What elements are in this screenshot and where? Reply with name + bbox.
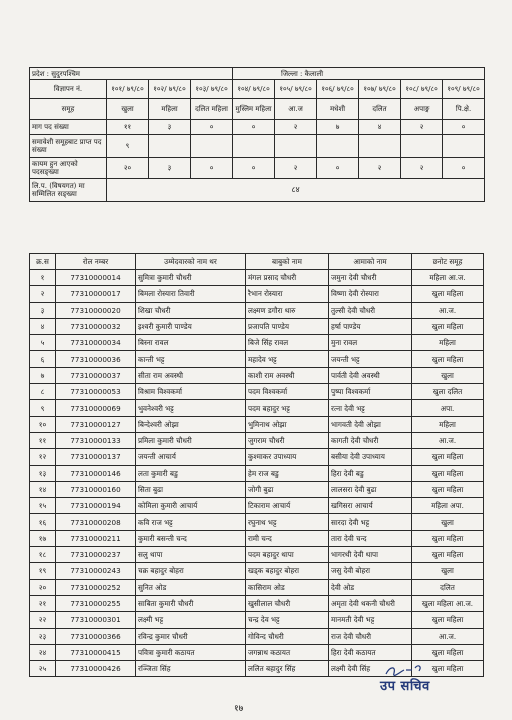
table-cell: 77310000243 [56, 563, 136, 579]
table-cell: 77310000137 [56, 449, 136, 465]
table-cell: खगिसरा आचार्य [329, 498, 412, 514]
table-cell: खुला महिला आ.ज. [412, 595, 484, 611]
table-cell: कुमारी बसन्ती चन्द [136, 530, 246, 546]
table-cell: रत्ना देवी भट्ट [329, 400, 412, 416]
table-cell: ९ [30, 400, 56, 416]
table-cell: मंगल प्रसाद चौधरी [246, 270, 329, 286]
table-cell: जयन्ती भट्ट [329, 351, 412, 367]
table-cell: जसु देवी बोहरा [329, 563, 412, 579]
group-cell: मुस्लिम महिला [233, 99, 275, 120]
table-cell: पदम बहादुर थापा [246, 547, 329, 563]
table-cell: साबिता कुमारी चौधरी [136, 595, 246, 611]
table-cell: खुसीलाल चौधरी [246, 595, 329, 611]
table-cell: खुला महिला [412, 286, 484, 302]
table-cell: तुल्सी देवी चौधरी [329, 302, 412, 318]
summary-value-cell: ७ [317, 120, 359, 135]
table-cell: खुला महिला [412, 612, 484, 628]
table-cell: सारदा देवी भट्ट [329, 514, 412, 530]
table-cell: १७ [30, 530, 56, 546]
table-cell: १८ [30, 547, 56, 563]
table-cell: २२ [30, 612, 56, 628]
table-row [30, 367, 484, 383]
table-cell: मुना रावल [329, 335, 412, 351]
table-row [30, 351, 484, 367]
ad-number-cell: १०८/ ७९/८० [401, 80, 443, 99]
group-label: समूह [30, 99, 107, 120]
table-cell: बिस्ना रावल [136, 335, 246, 351]
table-cell: ७ [30, 367, 56, 383]
table-row [30, 481, 484, 497]
table-cell: आ.ज. [412, 302, 484, 318]
table-cell: खुला [412, 563, 484, 579]
summary-value-cell [233, 135, 275, 158]
table-cell: हिरा देवी बडु [329, 465, 412, 481]
table-row [30, 384, 484, 400]
table-row [30, 644, 484, 660]
table-cell: विष्णा देवी रोस्यारा [329, 286, 412, 302]
table-cell: १५ [30, 498, 56, 514]
table-cell: देवी ओड [329, 579, 412, 595]
summary-row-label: कायम हुन आएको पदसङ्ख्या [30, 158, 107, 179]
table-cell: कान्ती भट्ट [136, 351, 246, 367]
table-cell: ३ [30, 302, 56, 318]
table-cell: चन्द्र देव भट्ट [246, 612, 329, 628]
summary-value-cell: ९ [107, 135, 149, 158]
table-cell: राज देवी चौधरी [329, 628, 412, 644]
table-cell: खुला महिला [412, 547, 484, 563]
table-row [30, 579, 484, 595]
summary-value-cell: ३ [149, 158, 191, 179]
summary-row [30, 120, 485, 135]
table-cell: खुला महिला [412, 351, 484, 367]
column-header: उम्मेदवारको नाम थर [136, 254, 246, 270]
table-row [30, 432, 484, 448]
total-value: ८४ [107, 179, 485, 202]
table-cell: 77310000426 [56, 661, 136, 677]
table-header-row [30, 254, 484, 270]
table-cell: गोविन्द चौधरी [246, 628, 329, 644]
table-cell: २३ [30, 628, 56, 644]
ad-number-label: विज्ञापन नं. [30, 80, 107, 99]
table-cell: खड्क बहादुर बोहरा [246, 563, 329, 579]
table-cell: जोगी बुढा [246, 481, 329, 497]
signature-title: उप सचिव [380, 679, 430, 694]
vacancy-summary-table [29, 67, 485, 202]
table-cell: इश्वरी कुमारी पाण्डेय [136, 318, 246, 334]
summary-value-cell [359, 135, 401, 158]
table-cell: 77310000415 [56, 644, 136, 660]
column-header: छनोट समूह [412, 254, 484, 270]
table-cell: दलित [412, 579, 484, 595]
table-cell: अपा. [412, 400, 484, 416]
table-cell: 77310000160 [56, 481, 136, 497]
table-cell: महिला [412, 416, 484, 432]
table-cell: सुमित्रा कुमारी चौधरी [136, 270, 246, 286]
table-cell: भागवती देवी ओझा [329, 416, 412, 432]
ad-number-cell: १०१/ ७९/८० [107, 80, 149, 99]
table-row [30, 270, 484, 286]
summary-value-cell: २० [107, 158, 149, 179]
province-cell: प्रदेश : सुदुरपश्चिम [30, 68, 233, 80]
table-cell: 77310000133 [56, 432, 136, 448]
table-cell: 77310000069 [56, 400, 136, 416]
table-cell: पदम विश्वकर्मा [246, 384, 329, 400]
table-cell: जगन्नाथ कठायत [246, 644, 329, 660]
candidate-list-table [29, 253, 484, 677]
table-cell: 77310000036 [56, 351, 136, 367]
group-cell: दलित महिला [191, 99, 233, 120]
total-label: लि.प. (विषयगत) मा सम्मिलित सङ्ख्या [30, 179, 107, 202]
column-header: क्र.स [30, 254, 56, 270]
summary-value-cell: ० [443, 158, 485, 179]
table-cell: भुमिनाथ ओझा [246, 416, 329, 432]
table-cell: २५ [30, 661, 56, 677]
column-header: बाबुको नाम [246, 254, 329, 270]
table-row [30, 530, 484, 546]
table-cell: रामी चन्द [246, 530, 329, 546]
table-cell: लक्ष्मण डगौरा थारु [246, 302, 329, 318]
table-cell: लता कुमारी बडु [136, 465, 246, 481]
table-cell: 77310000014 [56, 270, 136, 286]
summary-value-cell: ० [317, 158, 359, 179]
ad-number-cell: १०७/ ७९/८० [359, 80, 401, 99]
table-cell: 77310000032 [56, 318, 136, 334]
table-cell: लक्ष्मी भट्ट [136, 612, 246, 628]
summary-value-cell: ० [191, 158, 233, 179]
table-cell: अमृता देवी थकनी चौधरी [329, 595, 412, 611]
summary-value-cell: ४ [359, 120, 401, 135]
table-cell: रघुनाथ भट्ट [246, 514, 329, 530]
table-cell: खुला महिला [412, 661, 484, 677]
table-cell: खुला दलित [412, 384, 484, 400]
table-cell: १ [30, 270, 56, 286]
summary-row [30, 135, 485, 158]
table-cell: खुला महिला [412, 530, 484, 546]
table-cell: आ.ज. [412, 628, 484, 644]
table-cell: बिजे सिंह रावल [246, 335, 329, 351]
table-cell: महादेव भट्ट [246, 351, 329, 367]
table-cell: रविन्द्र कुमार चौधरी [136, 628, 246, 644]
summary-value-cell [149, 135, 191, 158]
group-cell: दलित [359, 99, 401, 120]
group-cell: महिला [149, 99, 191, 120]
table-cell: 77310000146 [56, 465, 136, 481]
group-cell: पि.क्षे. [443, 99, 485, 120]
table-cell: रञ्जिता सिंह [136, 661, 246, 677]
table-cell: महिला अपा. [412, 498, 484, 514]
ad-number-cell: १०६/ ७९/८० [317, 80, 359, 99]
table-cell: 77310000127 [56, 416, 136, 432]
table-cell: खुला [412, 514, 484, 530]
summary-value-cell: २ [275, 120, 317, 135]
table-row [30, 547, 484, 563]
table-row [30, 318, 484, 334]
table-cell: बिन्देश्वरी ओझा [136, 416, 246, 432]
table-cell: २१ [30, 595, 56, 611]
table-cell: काशी राम अवस्थी [246, 367, 329, 383]
table-cell: बसीया देवी उपाध्याय [329, 449, 412, 465]
table-cell: सिता बुढा [136, 481, 246, 497]
summary-row-label: माग पद संख्या [30, 120, 107, 135]
table-row [30, 302, 484, 318]
ad-number-cell: १०३/ ७९/८० [191, 80, 233, 99]
table-cell: लक्ष्मी देवी सिंह [329, 661, 412, 677]
table-cell: १३ [30, 465, 56, 481]
table-cell: २ [30, 286, 56, 302]
table-cell: खुला महिला [412, 318, 484, 334]
table-cell: टिकाराम आचार्य [246, 498, 329, 514]
table-cell: खुला महिला [412, 465, 484, 481]
table-cell: आ.ज. [412, 432, 484, 448]
table-cell: कोमिला कुमारी आचार्य [136, 498, 246, 514]
table-cell: हिरा देवी कठायत [329, 644, 412, 660]
table-row [30, 335, 484, 351]
table-cell: मानमती देवी भट्ट [329, 612, 412, 628]
table-cell: 77310000037 [56, 367, 136, 383]
table-cell: खुला महिला [412, 644, 484, 660]
table-cell: 77310000255 [56, 595, 136, 611]
summary-value-cell: २ [401, 158, 443, 179]
table-cell: 77310000252 [56, 579, 136, 595]
table-cell: १६ [30, 514, 56, 530]
table-row [30, 595, 484, 611]
table-cell: खुला [412, 367, 484, 383]
table-row [30, 400, 484, 416]
table-cell: सलु थापा [136, 547, 246, 563]
table-cell: ६ [30, 351, 56, 367]
table-cell: 77310000194 [56, 498, 136, 514]
table-cell: 77310000017 [56, 286, 136, 302]
summary-value-cell [443, 135, 485, 158]
table-cell: पार्वती देवी अवस्थी [329, 367, 412, 383]
table-cell: ८ [30, 384, 56, 400]
table-cell: १४ [30, 481, 56, 497]
table-cell: महिला आ.ज. [412, 270, 484, 286]
summary-value-cell: २ [401, 120, 443, 135]
table-cell: 77310000211 [56, 530, 136, 546]
summary-row-label: समावेशी समूहबाट प्राप्त पद संख्या [30, 135, 107, 158]
summary-value-cell: ० [233, 120, 275, 135]
table-cell: रैभान रोस्यारा [246, 286, 329, 302]
table-cell: १० [30, 416, 56, 432]
table-cell: हर्षा पाण्डेय [329, 318, 412, 334]
table-cell: कासिराम ओड [246, 579, 329, 595]
table-cell: ललित बहादुर सिंह [246, 661, 329, 677]
ad-number-cell: १०४/ ७९/८० [233, 80, 275, 99]
table-cell: कवि राज भट्ट [136, 514, 246, 530]
summary-value-cell: २ [275, 158, 317, 179]
table-cell: ११ [30, 432, 56, 448]
table-cell: प्रजापति पाण्डेय [246, 318, 329, 334]
summary-value-cell: ३ [149, 120, 191, 135]
table-cell: महिला [412, 335, 484, 351]
table-cell: 77310000366 [56, 628, 136, 644]
summary-value-cell: ० [443, 120, 485, 135]
table-cell: सीता राम अवस्थी [136, 367, 246, 383]
group-cell: खुला [107, 99, 149, 120]
summary-value-cell [317, 135, 359, 158]
table-row [30, 628, 484, 644]
group-cell: आ.ज [275, 99, 317, 120]
table-cell: ४ [30, 318, 56, 334]
summary-row [30, 158, 485, 179]
district-cell: जिल्ला : कैलाली [233, 68, 485, 80]
table-cell: प्रमिला कुमारी चौधरी [136, 432, 246, 448]
table-cell: 77310000034 [56, 335, 136, 351]
table-cell: बिमला रोस्यारा तिवारी [136, 286, 246, 302]
table-cell: तारा देवी चन्द [329, 530, 412, 546]
table-cell: पदम बहादुर भट्ट [246, 400, 329, 416]
table-cell: ५ [30, 335, 56, 351]
table-row [30, 416, 484, 432]
summary-value-cell: ० [233, 158, 275, 179]
group-cell: अपाङ्ग [401, 99, 443, 120]
table-cell: हेम राज बडु [246, 465, 329, 481]
table-cell: २० [30, 579, 56, 595]
table-cell: खुला महिला [412, 481, 484, 497]
summary-value-cell: २ [359, 158, 401, 179]
table-cell: कागती देवी चौधरी [329, 432, 412, 448]
table-row [30, 449, 484, 465]
table-cell: 77310000053 [56, 384, 136, 400]
table-cell: चक्र बहादुर बोहरा [136, 563, 246, 579]
table-cell: भुवनेश्वरी भट्ट [136, 400, 246, 416]
table-cell: खुला महिला [412, 449, 484, 465]
table-cell: १९ [30, 563, 56, 579]
table-cell: शिखा चौधरी [136, 302, 246, 318]
summary-value-cell: ० [191, 120, 233, 135]
table-row [30, 286, 484, 302]
table-cell: 77310000208 [56, 514, 136, 530]
table-cell: २४ [30, 644, 56, 660]
column-header: रोल नम्बर [56, 254, 136, 270]
table-cell: जुगराम चौधरी [246, 432, 329, 448]
table-cell: १२ [30, 449, 56, 465]
table-row [30, 612, 484, 628]
column-header: आमाको नाम [329, 254, 412, 270]
summary-value-cell [275, 135, 317, 158]
summary-value-cell [191, 135, 233, 158]
table-cell: 77310000237 [56, 547, 136, 563]
summary-value-cell [401, 135, 443, 158]
table-cell: जयन्ती आचार्य [136, 449, 246, 465]
table-cell: पवित्रा कुमारी कठायत [136, 644, 246, 660]
table-cell: 77310000301 [56, 612, 136, 628]
table-row [30, 465, 484, 481]
group-cell: मधेशी [317, 99, 359, 120]
table-cell: भागरथी देवी थापा [329, 547, 412, 563]
table-cell: कुश्माकर उपाध्याय [246, 449, 329, 465]
table-row [30, 563, 484, 579]
table-cell: जमुना देवी चौधरी [329, 270, 412, 286]
table-row [30, 514, 484, 530]
ad-number-cell: १०९/ ७९/८० [443, 80, 485, 99]
page-number: १७ [234, 704, 244, 714]
table-row [30, 498, 484, 514]
table-cell: लालसरा देवी बुढा [329, 481, 412, 497]
table-cell: पुष्पा विश्वकर्मा [329, 384, 412, 400]
table-cell: 77310000020 [56, 302, 136, 318]
ad-number-cell: १०५/ ७९/८० [275, 80, 317, 99]
table-cell: सुनित ओड [136, 579, 246, 595]
table-cell: विश्राम विश्वकर्मा [136, 384, 246, 400]
ad-number-cell: १०२/ ७९/८० [149, 80, 191, 99]
summary-value-cell: ११ [107, 120, 149, 135]
